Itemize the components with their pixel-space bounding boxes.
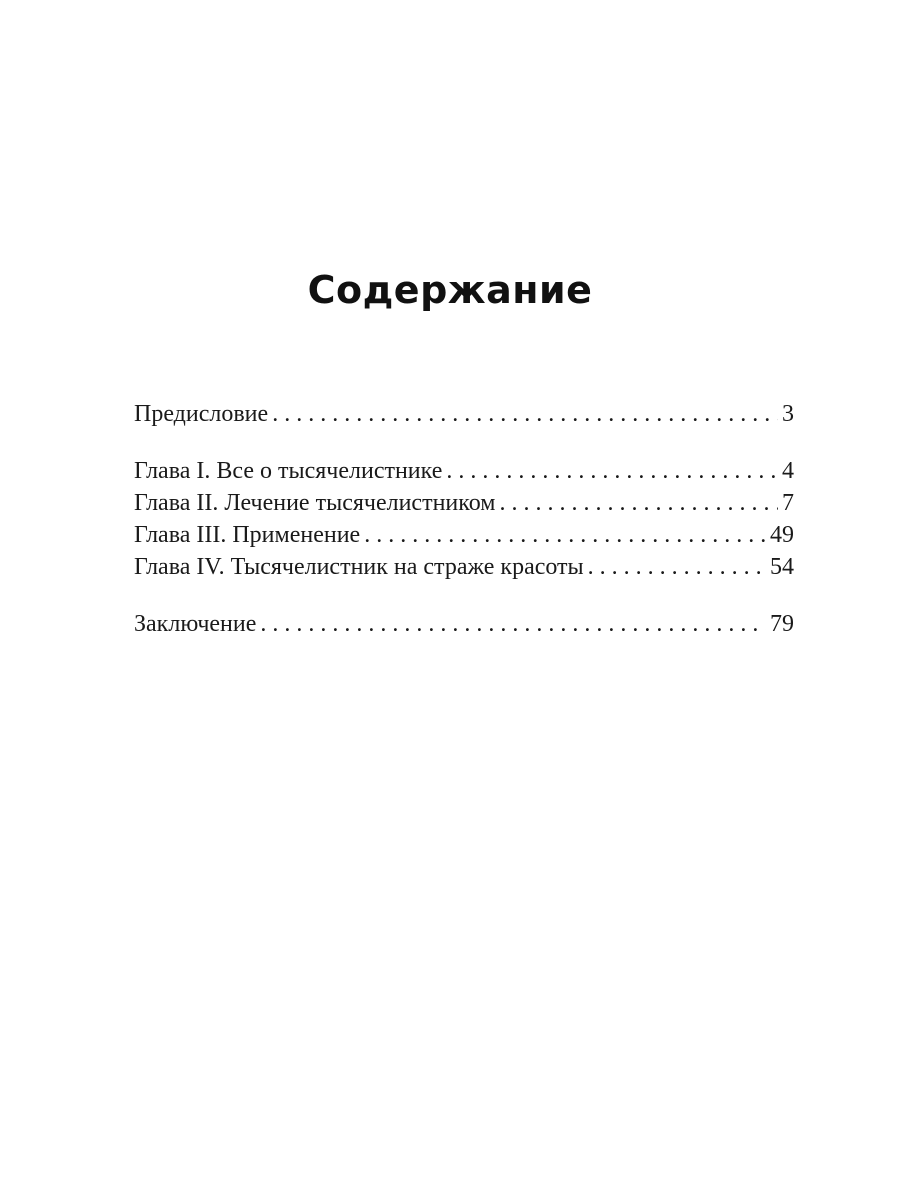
- toc-entry-page: 79: [770, 611, 794, 637]
- toc-entry-label: Глава I. Все о тысячелистнике: [134, 458, 443, 484]
- dot-leader: [446, 455, 778, 487]
- toc-group-preface: [134, 398, 794, 430]
- toc-entry-page: 3: [782, 401, 794, 427]
- toc-entry-label: Глава II. Лечение тысячелистником: [134, 490, 496, 516]
- toc-entry-page: 49: [770, 522, 794, 548]
- page-title: Содержание: [307, 268, 593, 312]
- toc-entry-label: Глава IV. Тысячелистник на страже красоты: [134, 554, 584, 580]
- table-of-contents: [134, 398, 794, 640]
- dot-leader: [588, 551, 766, 583]
- dot-leader: [364, 519, 766, 551]
- dot-leader: [499, 487, 778, 519]
- toc-entry-page: 4: [782, 458, 794, 484]
- toc-group-conclusion: [134, 608, 794, 640]
- toc-entry-page: 54: [770, 554, 794, 580]
- toc-entry: [134, 487, 794, 519]
- toc-entry-page: 7: [782, 490, 794, 516]
- toc-group-chapters: [134, 455, 794, 583]
- toc-entry-label: Глава III. Применение: [134, 522, 361, 548]
- toc-entry-label: Заключение: [134, 611, 257, 637]
- toc-entry: [134, 455, 794, 487]
- dot-leader: [260, 608, 766, 640]
- dot-leader: [272, 398, 778, 430]
- toc-entry-label: Предисловие: [134, 401, 269, 427]
- toc-entry: [134, 608, 794, 640]
- toc-entry: [134, 551, 794, 583]
- toc-entry: [134, 519, 794, 551]
- toc-entry: [134, 398, 794, 430]
